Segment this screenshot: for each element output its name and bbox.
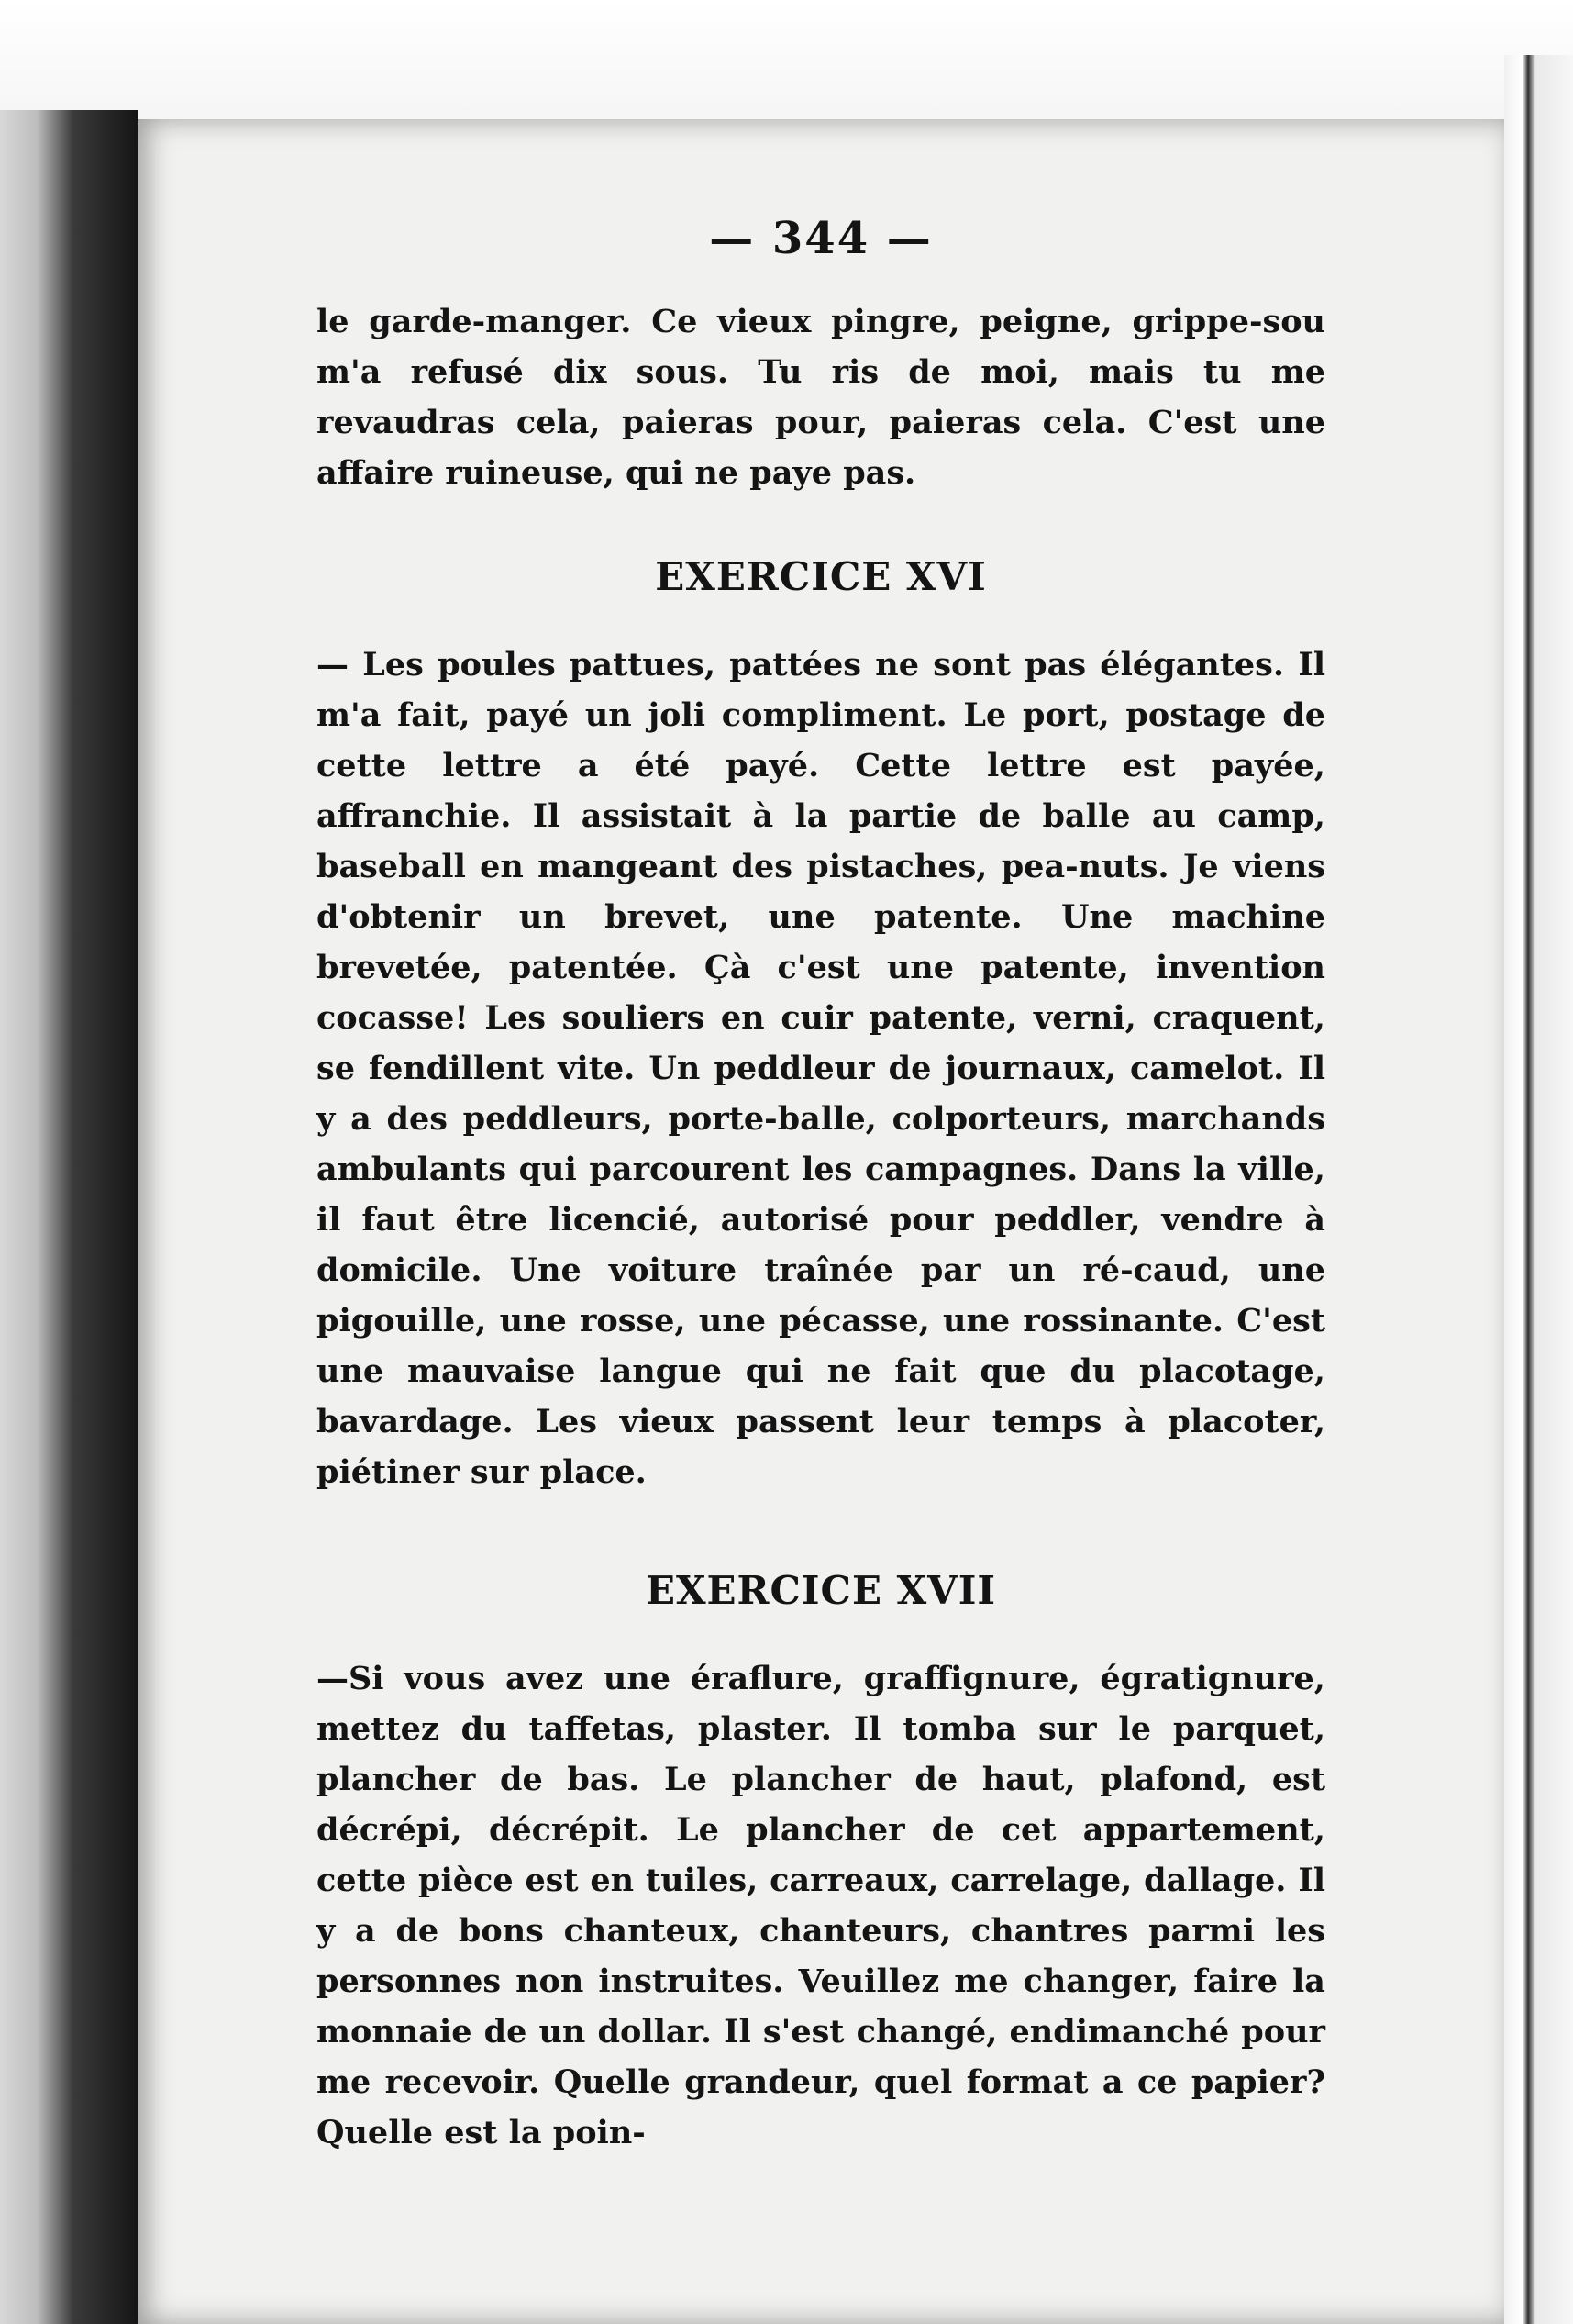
exercise-17-heading: EXERCICE XVII — [645, 1568, 997, 1613]
book-page — [138, 119, 1504, 2324]
exercise-16-heading: EXERCICE XVI — [655, 554, 987, 599]
exercise-16-text: — Les poules pattues, pattées ne sont pas élégantes. Il m'a fait, payé un joli compliment. Le port, postage de cette lettre a été payé. Cette lettre est payée, affranchie. Il assistait à la partie de balle au camp, baseball en mangeant des pistaches, pea-nuts. Je viens d'obtenir un brevet, une patente. Une machine brevetée, patentée. Çà c'est une patente, invention cocasse! Les souliers en cuir patente, verni, craquent, se fendillent vite. Un peddleur de journaux, camelot. Il y a des peddleurs, porte-balle, colporteurs, marchands ambulants qui parcourent les campagnes. Dans la ville, il faut être licencié, autorisé pour peddler, vendre à domicile. Une voiture traînée par un ré-caud, une pigouille, une rosse, une pécasse, une rossinante. C'est une mauvaise langue qui ne fait que du placotage, bavardage. Les vieux passent leur temps à placoter, piétiner sur place. — [316, 646, 1325, 1491]
page-right-edge — [1504, 55, 1573, 2324]
exercise-17-text: —Si vous avez une éraflure, graffignure, égratignure, mettez du taffetas, plaster. Il tomba sur le parquet, plancher de bas. Le plancher de haut, plafond, est décrépi, décrépit. Le plancher de cet appartement, cette pièce est en tuiles, carreaux, carrelage, dallage. Il y a de bons chanteux, chanteurs, chantres parmi les personnes non instruites. Veuillez me changer, faire la monnaie de un dollar. Il s'est changé, endimanché pour me recevoir. Quelle grandeur, quel format a ce papier? Quelle est la poin- — [316, 1660, 1325, 2152]
page-number: — 344 — — [709, 213, 933, 264]
page-content — [316, 206, 1325, 2158]
intro-paragraph: le garde-manger. Ce vieux pingre, peigne, grippe-sou m'a refusé dix sous. Tu ris de moi, mais tu me revaudras cela, paieras pour, paieras cela. C'est une affaire ruineuse, qui ne paye pas. — [316, 303, 1325, 492]
book-binding-shadow — [0, 110, 138, 2324]
scan-top-border — [0, 0, 1573, 138]
